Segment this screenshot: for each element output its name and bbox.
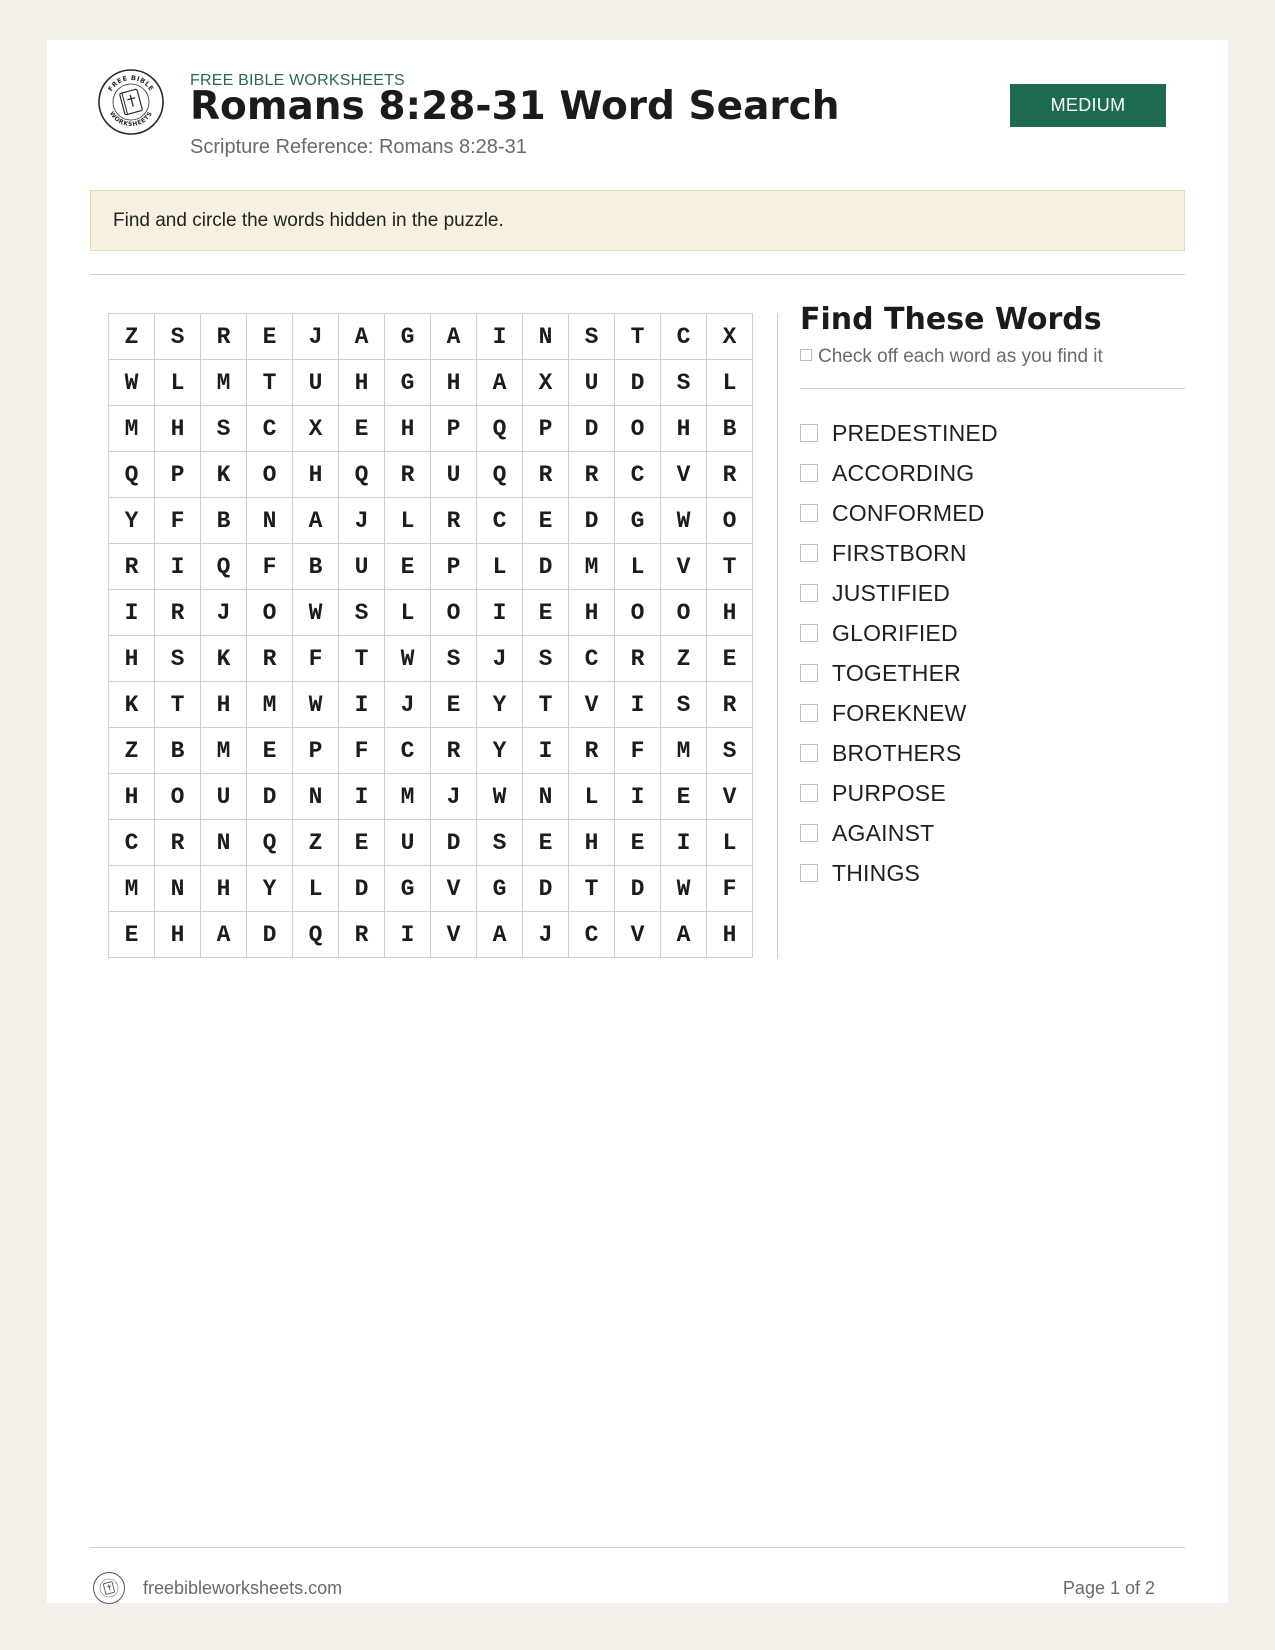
grid-cell[interactable]: A (339, 314, 385, 360)
grid-cell[interactable]: V (431, 866, 477, 912)
grid-cell[interactable]: H (707, 590, 753, 636)
grid-cell[interactable]: U (201, 774, 247, 820)
grid-cell[interactable]: Q (247, 820, 293, 866)
grid-cell[interactable]: C (569, 912, 615, 958)
word-search-grid (108, 313, 753, 958)
grid-cell[interactable]: J (201, 590, 247, 636)
grid-cell[interactable]: C (661, 314, 707, 360)
word-label: TOGETHER (832, 659, 961, 686)
grid-cell[interactable]: C (615, 452, 661, 498)
grid-cell[interactable]: O (615, 590, 661, 636)
grid-cell[interactable]: D (569, 406, 615, 452)
grid-row (109, 774, 753, 820)
grid-cell[interactable]: R (201, 314, 247, 360)
grid-cell[interactable]: D (247, 774, 293, 820)
grid-cell[interactable]: E (431, 682, 477, 728)
grid-cell[interactable]: L (155, 360, 201, 406)
grid-cell[interactable]: M (109, 866, 155, 912)
grid-cell[interactable]: G (385, 360, 431, 406)
grid-row (109, 406, 753, 452)
word-list-item[interactable] (800, 453, 998, 493)
word-list-item[interactable] (800, 613, 998, 653)
word-list-hint (800, 346, 1103, 368)
grid-cell[interactable]: C (385, 728, 431, 774)
grid-cell[interactable]: K (201, 452, 247, 498)
page-title: Romans 8:28-31 Word Search (190, 84, 840, 129)
column-divider (777, 313, 778, 959)
grid-cell[interactable]: J (431, 774, 477, 820)
word-list-item[interactable] (800, 813, 998, 853)
grid-cell[interactable]: E (109, 912, 155, 958)
grid-cell[interactable]: H (201, 682, 247, 728)
grid-cell[interactable]: H (569, 820, 615, 866)
grid-cell[interactable]: I (477, 590, 523, 636)
grid-cell[interactable]: V (661, 544, 707, 590)
difficulty-badge: MEDIUM (1010, 84, 1166, 127)
grid-cell[interactable]: E (339, 820, 385, 866)
grid-cell[interactable]: Y (477, 682, 523, 728)
grid-cell[interactable]: M (201, 728, 247, 774)
bible-seal-logo-icon (97, 68, 165, 136)
word-checkbox[interactable] (800, 584, 818, 602)
grid-cell[interactable]: E (707, 636, 753, 682)
word-label: FOREKNEW (832, 699, 967, 726)
grid-cell[interactable]: N (201, 820, 247, 866)
word-list-item[interactable] (800, 573, 998, 613)
grid-cell[interactable]: G (385, 314, 431, 360)
grid-cell[interactable]: H (155, 912, 201, 958)
grid-cell[interactable]: D (431, 820, 477, 866)
word-label: CONFORMED (832, 499, 985, 526)
grid-cell[interactable]: S (155, 636, 201, 682)
word-checkbox[interactable] (800, 544, 818, 562)
word-checkbox[interactable] (800, 624, 818, 642)
grid-cell[interactable]: R (155, 590, 201, 636)
word-list-hint-text: Check off each word as you find it (818, 346, 1103, 367)
grid-cell[interactable]: O (247, 590, 293, 636)
grid-cell[interactable]: M (661, 728, 707, 774)
grid-cell[interactable]: K (109, 682, 155, 728)
grid-cell[interactable]: P (293, 728, 339, 774)
grid-cell[interactable]: E (247, 314, 293, 360)
footer-site-link[interactable]: freebibleworksheets.com (143, 1578, 343, 1598)
grid-row (109, 820, 753, 866)
grid-cell[interactable]: R (707, 452, 753, 498)
grid-cell[interactable]: C (569, 636, 615, 682)
grid-cell[interactable]: R (615, 636, 661, 682)
word-checkbox[interactable] (800, 464, 818, 482)
grid-cell[interactable]: R (247, 636, 293, 682)
grid-cell[interactable]: W (661, 498, 707, 544)
word-label: PURPOSE (832, 779, 946, 806)
grid-cell[interactable]: A (661, 912, 707, 958)
grid-cell[interactable]: F (339, 728, 385, 774)
grid-cell[interactable]: P (431, 544, 477, 590)
grid-cell[interactable]: Q (477, 452, 523, 498)
grid-cell[interactable]: Z (109, 728, 155, 774)
grid-cell[interactable]: M (385, 774, 431, 820)
grid-cell[interactable]: D (615, 360, 661, 406)
grid-cell[interactable]: O (431, 590, 477, 636)
grid-cell[interactable]: I (661, 820, 707, 866)
grid-cell[interactable]: D (247, 912, 293, 958)
word-checkbox[interactable] (800, 864, 818, 882)
logo-text-bottom: WORKSHEETS (107, 110, 155, 129)
grid-cell[interactable]: B (293, 544, 339, 590)
grid-cell[interactable]: M (569, 544, 615, 590)
grid-cell[interactable]: R (155, 820, 201, 866)
grid-cell[interactable]: T (339, 636, 385, 682)
word-label: PREDESTINED (832, 419, 998, 446)
grid-cell[interactable]: C (477, 498, 523, 544)
grid-cell[interactable]: H (661, 406, 707, 452)
grid-cell[interactable]: E (385, 544, 431, 590)
grid-cell[interactable]: H (707, 912, 753, 958)
grid-cell[interactable]: L (707, 820, 753, 866)
grid-cell[interactable]: H (385, 406, 431, 452)
grid-cell[interactable]: Y (477, 728, 523, 774)
word-list-item[interactable] (800, 733, 998, 773)
word-label: FIRSTBORN (832, 539, 967, 566)
grid-cell[interactable]: R (707, 682, 753, 728)
word-list (800, 413, 998, 893)
grid-cell[interactable]: H (293, 452, 339, 498)
grid-cell[interactable]: J (293, 314, 339, 360)
grid-cell[interactable]: R (339, 912, 385, 958)
grid-cell[interactable]: F (155, 498, 201, 544)
worksheet-page (47, 40, 1228, 1603)
grid-cell[interactable]: I (615, 682, 661, 728)
grid-cell[interactable]: H (109, 774, 155, 820)
grid-cell[interactable]: I (615, 774, 661, 820)
brand-name: FREE BIBLE WORKSHEETS (190, 72, 405, 89)
logo-text-top: FREE BIBLE (106, 73, 156, 93)
grid-cell[interactable]: N (523, 774, 569, 820)
grid-cell[interactable]: V (431, 912, 477, 958)
grid-cell[interactable]: N (523, 314, 569, 360)
grid-cell[interactable]: S (523, 636, 569, 682)
grid-cell[interactable]: E (661, 774, 707, 820)
word-label: JUSTIFIED (832, 579, 951, 606)
grid-cell[interactable]: W (293, 590, 339, 636)
word-label: AGAINST (832, 819, 935, 846)
word-list-item[interactable] (800, 413, 998, 453)
grid-cell[interactable]: T (615, 314, 661, 360)
instructions-box: Find and circle the words hidden in the puzzle. (90, 190, 1185, 251)
grid-cell[interactable]: S (661, 682, 707, 728)
grid-cell[interactable]: X (707, 314, 753, 360)
hint-checkbox-icon (800, 349, 812, 361)
word-list-item[interactable] (800, 693, 998, 733)
grid-cell[interactable]: J (523, 912, 569, 958)
grid-row (109, 912, 753, 958)
grid-cell[interactable]: N (155, 866, 201, 912)
grid-cell[interactable]: D (339, 866, 385, 912)
grid-cell[interactable]: R (385, 452, 431, 498)
grid-cell[interactable]: D (569, 498, 615, 544)
grid-cell[interactable]: G (385, 866, 431, 912)
grid-cell[interactable]: E (247, 728, 293, 774)
grid-cell[interactable]: M (201, 360, 247, 406)
grid-cell[interactable]: D (523, 866, 569, 912)
word-checkbox[interactable] (800, 424, 818, 442)
grid-cell[interactable]: V (661, 452, 707, 498)
grid-cell[interactable]: L (477, 544, 523, 590)
grid-cell[interactable]: Y (109, 498, 155, 544)
grid-cell[interactable]: P (431, 406, 477, 452)
grid-cell[interactable]: R (431, 498, 477, 544)
grid-row (109, 544, 753, 590)
grid-cell[interactable]: U (385, 820, 431, 866)
grid-row (109, 314, 753, 360)
grid-cell[interactable]: D (523, 544, 569, 590)
grid-cell[interactable]: I (477, 314, 523, 360)
word-checkbox[interactable] (800, 744, 818, 762)
grid-cell[interactable]: Z (293, 820, 339, 866)
grid-cell[interactable]: A (477, 360, 523, 406)
grid-row (109, 360, 753, 406)
grid-cell[interactable]: U (293, 360, 339, 406)
word-list-item[interactable] (800, 853, 998, 893)
grid-cell[interactable]: T (523, 682, 569, 728)
word-label: GLORIFIED (832, 619, 958, 646)
grid-cell[interactable]: U (339, 544, 385, 590)
word-checkbox[interactable] (800, 704, 818, 722)
grid-cell[interactable]: V (615, 912, 661, 958)
grid-row (109, 636, 753, 682)
grid-cell[interactable]: W (661, 866, 707, 912)
grid-cell[interactable]: H (201, 866, 247, 912)
grid-cell[interactable]: S (155, 314, 201, 360)
grid-cell[interactable]: X (293, 406, 339, 452)
grid-cell[interactable]: L (385, 498, 431, 544)
grid-cell[interactable]: Z (109, 314, 155, 360)
grid-cell[interactable]: I (385, 912, 431, 958)
word-list-divider (800, 388, 1185, 389)
grid-cell[interactable]: N (247, 498, 293, 544)
grid-cell[interactable]: R (109, 544, 155, 590)
grid-cell[interactable]: F (293, 636, 339, 682)
grid-cell[interactable]: R (569, 452, 615, 498)
grid-cell[interactable]: Q (293, 912, 339, 958)
footer-divider (90, 1547, 1185, 1548)
grid-row (109, 498, 753, 544)
grid-cell[interactable]: J (385, 682, 431, 728)
grid-cell[interactable]: L (707, 360, 753, 406)
grid-cell[interactable]: A (431, 314, 477, 360)
header-divider (90, 274, 1185, 275)
grid-cell[interactable]: W (109, 360, 155, 406)
grid-row (109, 682, 753, 728)
word-checkbox[interactable] (800, 784, 818, 802)
grid-row (109, 728, 753, 774)
grid-cell[interactable]: J (339, 498, 385, 544)
grid-cell[interactable]: S (477, 820, 523, 866)
grid-cell[interactable]: Q (477, 406, 523, 452)
grid-cell[interactable]: O (615, 406, 661, 452)
grid-cell[interactable]: T (155, 682, 201, 728)
grid-cell[interactable]: Q (109, 452, 155, 498)
grid-cell[interactable]: S (661, 360, 707, 406)
grid-cell[interactable]: B (155, 728, 201, 774)
grid-cell[interactable]: F (247, 544, 293, 590)
grid-cell[interactable]: E (339, 406, 385, 452)
grid-cell[interactable]: A (201, 912, 247, 958)
grid-cell[interactable]: U (569, 360, 615, 406)
grid-cell[interactable]: D (615, 866, 661, 912)
grid-cell[interactable]: L (385, 590, 431, 636)
grid-cell[interactable]: E (523, 590, 569, 636)
grid-cell[interactable]: E (615, 820, 661, 866)
word-list-item[interactable] (800, 493, 998, 533)
grid-cell[interactable]: W (385, 636, 431, 682)
grid-cell[interactable]: E (523, 820, 569, 866)
word-label: BROTHERS (832, 739, 962, 766)
grid-cell[interactable]: Q (201, 544, 247, 590)
grid-cell[interactable]: U (431, 452, 477, 498)
grid-cell[interactable]: I (339, 774, 385, 820)
grid-cell[interactable]: P (523, 406, 569, 452)
word-list-item[interactable] (800, 653, 998, 693)
scripture-reference: Scripture Reference: Romans 8:28-31 (190, 136, 527, 158)
grid-cell[interactable]: S (339, 590, 385, 636)
grid-cell[interactable]: G (615, 498, 661, 544)
word-checkbox[interactable] (800, 504, 818, 522)
grid-cell[interactable]: S (201, 406, 247, 452)
grid-cell[interactable]: H (155, 406, 201, 452)
grid-cell[interactable]: B (707, 406, 753, 452)
grid-cell[interactable]: A (293, 498, 339, 544)
grid-cell[interactable]: I (155, 544, 201, 590)
word-list-item[interactable] (800, 773, 998, 813)
grid-cell[interactable]: S (569, 314, 615, 360)
grid-cell[interactable]: O (155, 774, 201, 820)
grid-cell[interactable]: S (431, 636, 477, 682)
footer-logo-icon (92, 1571, 126, 1605)
grid-cell[interactable]: E (523, 498, 569, 544)
grid-cell[interactable]: R (431, 728, 477, 774)
grid-cell[interactable]: G (477, 866, 523, 912)
grid-cell[interactable]: I (109, 590, 155, 636)
grid-cell[interactable]: H (431, 360, 477, 406)
grid-cell[interactable]: O (247, 452, 293, 498)
grid-cell[interactable]: A (477, 912, 523, 958)
word-label: THINGS (832, 859, 921, 886)
grid-cell[interactable]: H (109, 636, 155, 682)
grid-cell[interactable]: M (109, 406, 155, 452)
grid-cell[interactable]: W (293, 682, 339, 728)
grid-cell[interactable]: O (707, 498, 753, 544)
grid-cell[interactable]: F (615, 728, 661, 774)
grid-cell[interactable]: V (707, 774, 753, 820)
grid-cell[interactable]: I (523, 728, 569, 774)
grid-cell[interactable]: R (569, 728, 615, 774)
grid-cell[interactable]: C (109, 820, 155, 866)
grid-cell[interactable]: N (293, 774, 339, 820)
grid-cell[interactable]: O (661, 590, 707, 636)
grid-row (109, 866, 753, 912)
grid-cell[interactable]: H (339, 360, 385, 406)
grid-cell[interactable]: C (247, 406, 293, 452)
grid-cell[interactable]: M (247, 682, 293, 728)
grid-cell[interactable]: J (477, 636, 523, 682)
grid-cell[interactable]: L (293, 866, 339, 912)
grid-cell[interactable]: Y (247, 866, 293, 912)
grid-row (109, 590, 753, 636)
grid-cell[interactable]: I (339, 682, 385, 728)
grid-cell[interactable]: L (615, 544, 661, 590)
grid-row (109, 452, 753, 498)
grid-cell[interactable]: Z (661, 636, 707, 682)
word-list-title: Find These Words (800, 302, 1102, 337)
grid-cell[interactable]: T (569, 866, 615, 912)
grid-cell[interactable]: X (523, 360, 569, 406)
grid-cell[interactable]: S (707, 728, 753, 774)
grid-cell[interactable]: K (201, 636, 247, 682)
grid-cell[interactable]: W (477, 774, 523, 820)
grid-cell[interactable]: T (247, 360, 293, 406)
word-label: ACCORDING (832, 459, 975, 486)
grid-cell[interactable]: F (707, 866, 753, 912)
grid-cell[interactable]: L (569, 774, 615, 820)
grid-cell[interactable]: P (155, 452, 201, 498)
grid-cell[interactable]: Q (339, 452, 385, 498)
grid-cell[interactable]: H (569, 590, 615, 636)
page-number: Page 1 of 2 (1062, 1578, 1155, 1598)
word-checkbox[interactable] (800, 664, 818, 682)
word-list-item[interactable] (800, 533, 998, 573)
word-checkbox[interactable] (800, 824, 818, 842)
grid-cell[interactable]: R (523, 452, 569, 498)
grid-cell[interactable]: B (201, 498, 247, 544)
grid-cell[interactable]: T (707, 544, 753, 590)
grid-cell[interactable]: V (569, 682, 615, 728)
